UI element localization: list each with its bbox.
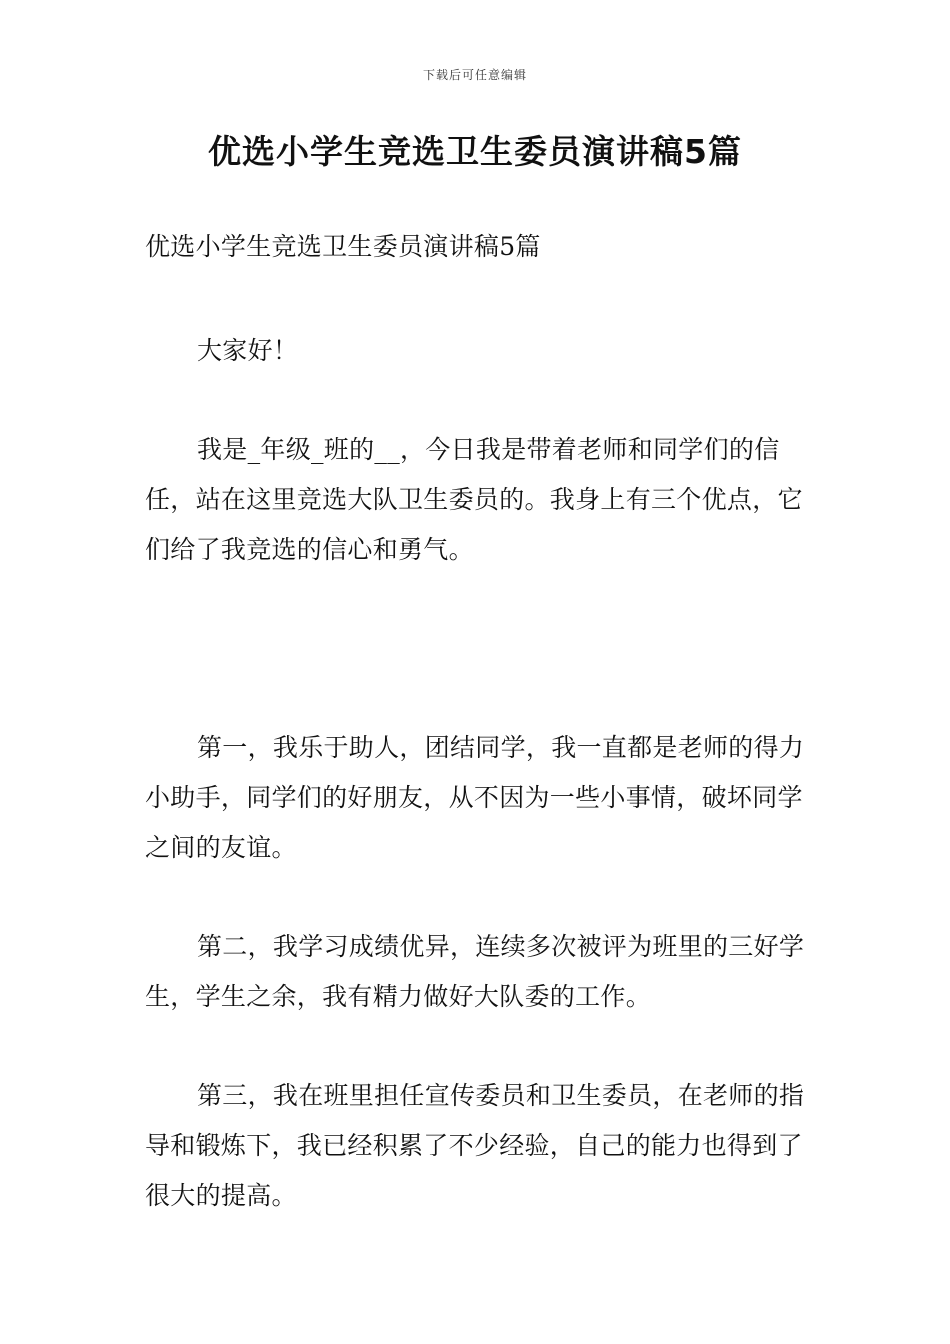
paragraph-point-two: 第二，我学习成绩优异，连续多次被评为班里的三好学生，学生之余，我有精力做好大队委的工作。 — [145, 932, 805, 1011]
page-header-note: 下载后可任意编辑 — [422, 68, 527, 82]
paragraph-point-one: 第一，我乐于助人，团结同学，我一直都是老师的得力小助手，同学们的好朋友，从不因为一些小事情，破坏同学之间的友谊。 — [145, 733, 805, 862]
paragraph-introduction: 我是_年级_班的__，今日我是带着老师和同学们的信任，站在这里竞选大队卫生委员的。我身上有三个优点，它们给了我竞选的信心和勇气。 — [145, 435, 803, 564]
paragraph-greeting: 大家好！ — [197, 336, 299, 365]
paragraph-point-three: 第三，我在班里担任宣传委员和卫生委员，在老师的指导和锻炼下，我已经积累了不少经验，自己的能力也得到了很大的提高。 — [145, 1081, 805, 1210]
document-subtitle: 优选小学生竞选卫生委员演讲稿5篇 — [145, 232, 541, 261]
document-title: 优选小学生竞选卫生委员演讲稿5篇 — [208, 132, 742, 171]
